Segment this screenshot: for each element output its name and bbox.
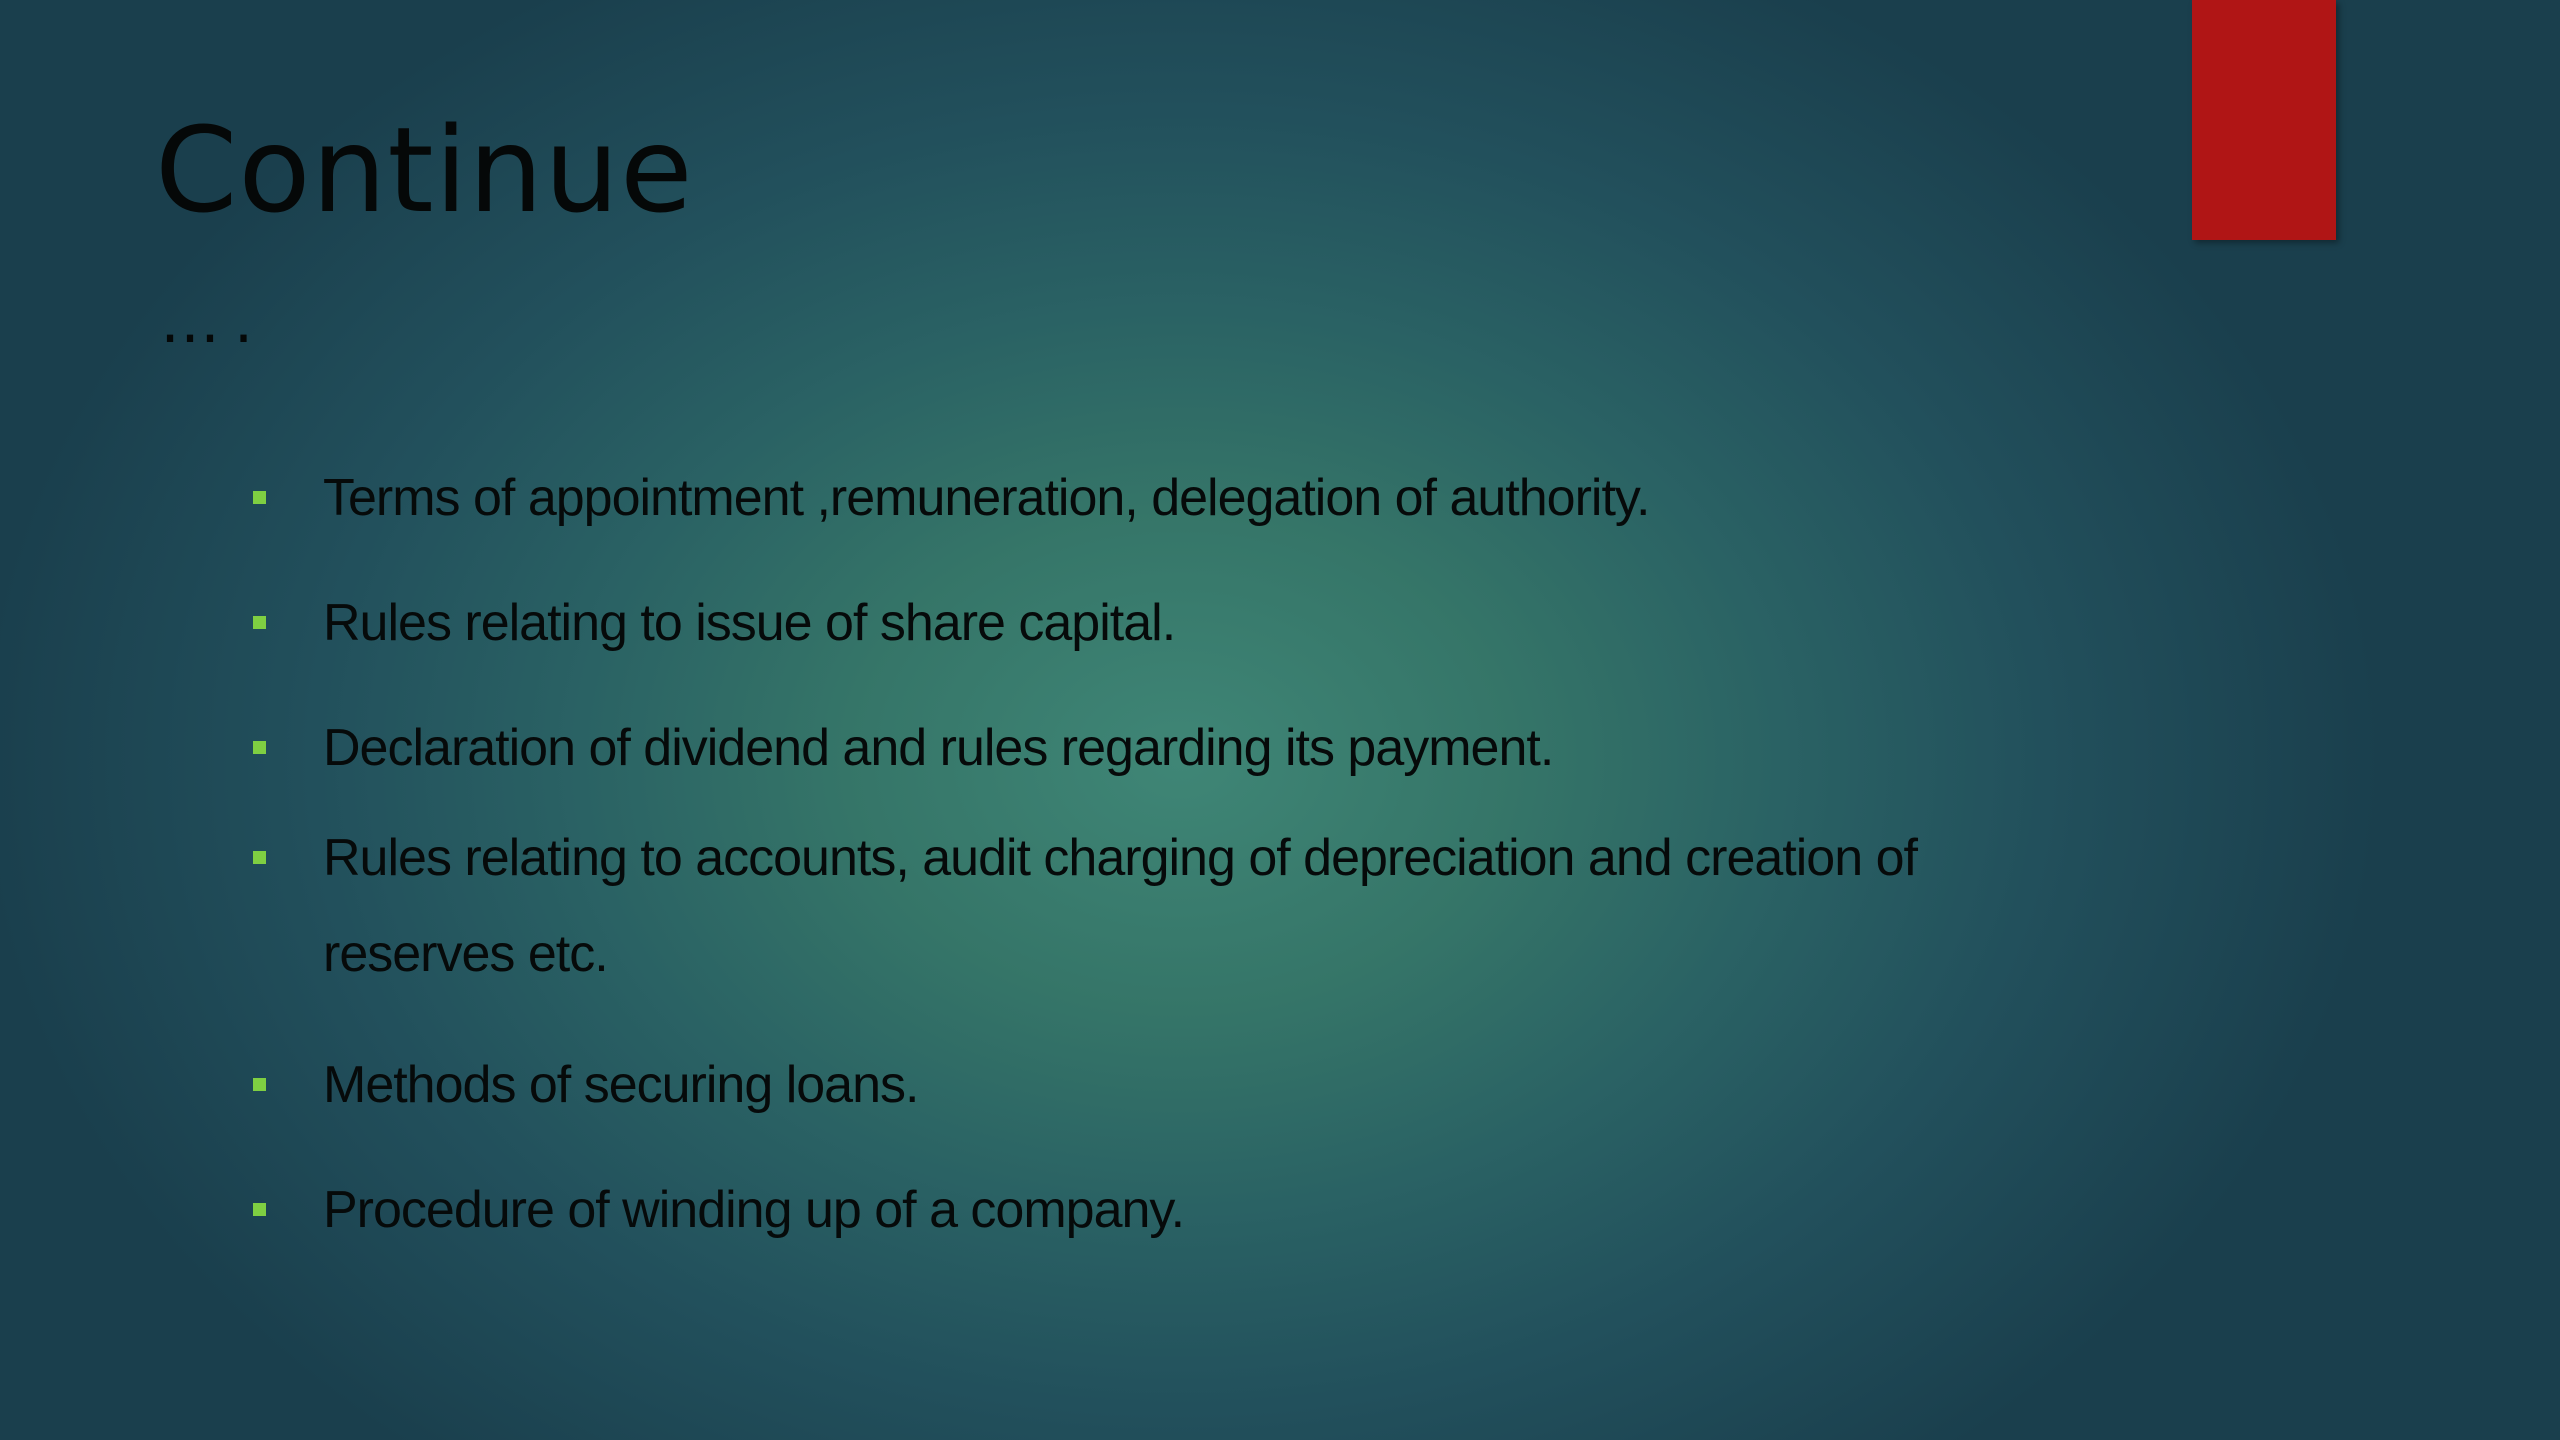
bullet-text: Terms of appointment ,remuneration, delegation of authority. [323,469,1650,527]
square-bullet-icon [253,1203,266,1216]
title-ellipsis: …. [160,287,268,357]
bullet-text: Declaration of dividend and rules regarding its payment. [323,719,1554,777]
square-bullet-icon [253,616,266,629]
bullet-text: Rules relating to issue of share capital. [323,594,1176,652]
bullet-text: Procedure of winding up of a company. [323,1181,1185,1239]
slide-title: Continue [155,101,694,239]
bullet-text: Methods of securing loans. [323,1056,919,1114]
square-bullet-icon [253,1078,266,1091]
square-bullet-icon [253,851,266,864]
square-bullet-icon [253,741,266,754]
square-bullet-icon [253,491,266,504]
bullet-text: Rules relating to accounts, audit charging of depreciation and creation of reserves etc. [323,829,1917,983]
accent-bar [2192,0,2336,240]
